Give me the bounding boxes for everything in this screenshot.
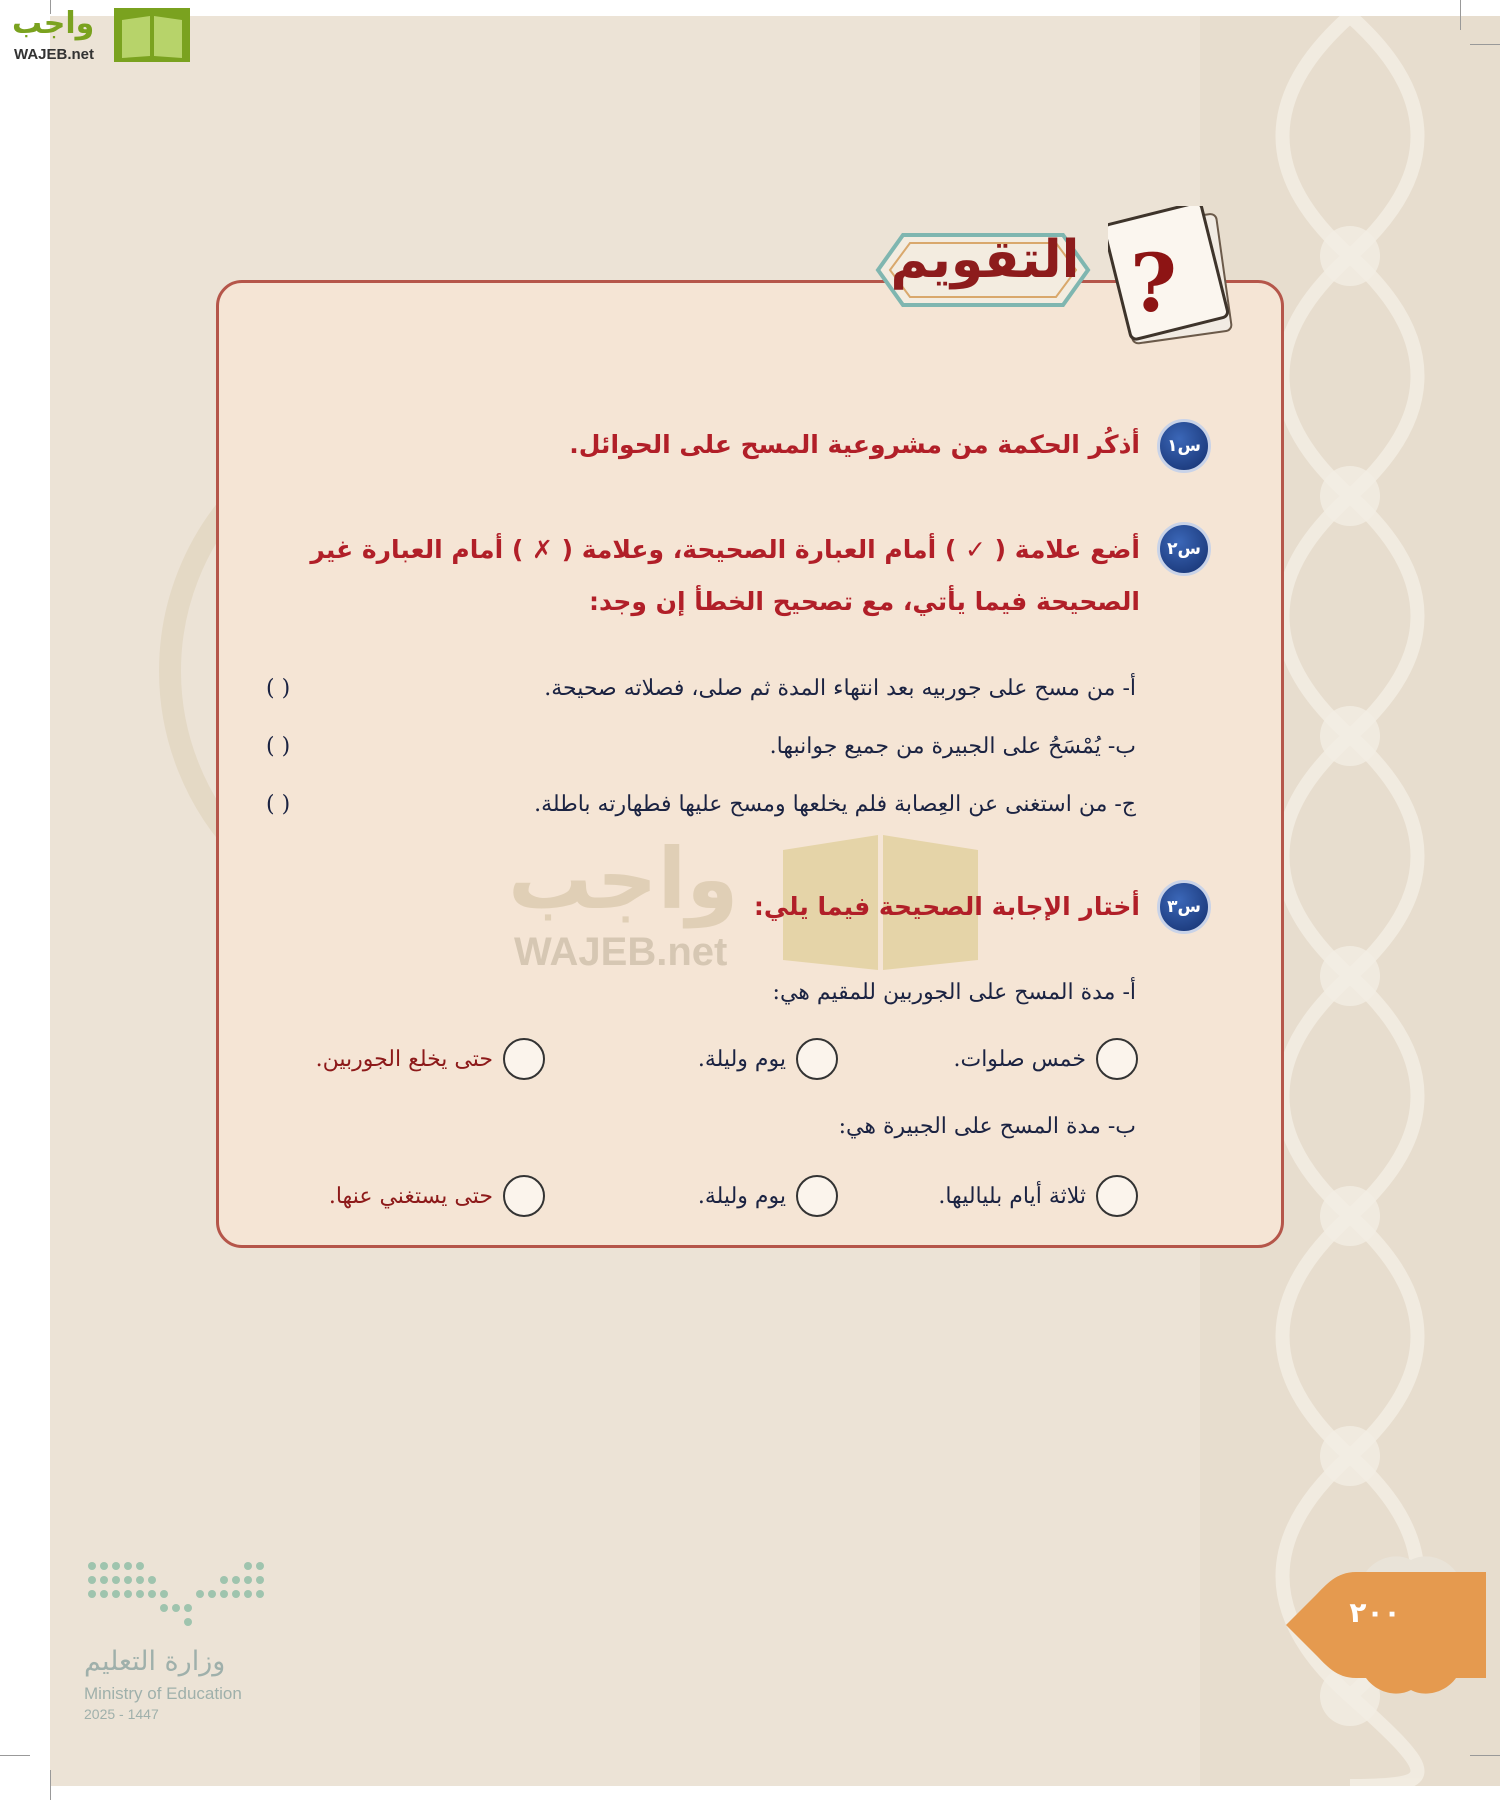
q3b-prompt: ب- مدة المسح على الجبيرة هي: (838, 1114, 1136, 1139)
ministry-year: 2025 - 1447 (84, 1706, 159, 1722)
q2-item-c: ج- من استغنى عن العِصابة فلم يخلعها ومسح عليها فطهارته باطلة. (534, 792, 1136, 817)
q2-item-b: ب- يُمْسَحُ على الجبيرة من جميع جوانبها. (769, 734, 1136, 759)
radio-circle-icon[interactable] (503, 1038, 545, 1080)
radio-circle-icon[interactable] (503, 1175, 545, 1217)
q3a-prompt: أ- مدة المسح على الجوربين للمقيم هي: (772, 980, 1136, 1005)
radio-circle-icon[interactable] (796, 1038, 838, 1080)
q3a-option-2-label: يوم وليلة. (697, 1046, 786, 1072)
q1-text: أذكُر الحكمة من مشروعية المسح على الحوائل. (569, 430, 1140, 459)
radio-circle-icon[interactable] (796, 1175, 838, 1217)
radio-circle-icon[interactable] (1096, 1175, 1138, 1217)
q3-badge: س٣ (1157, 880, 1211, 934)
q3-text: أختار الإجابة الصحيحة فيما يلي: (753, 892, 1140, 921)
radio-circle-icon[interactable] (1096, 1038, 1138, 1080)
ministry-logo (84, 1556, 274, 1726)
q3b-option-1[interactable] (938, 1175, 1138, 1217)
q2-answer-box-b[interactable]: ( ) (266, 734, 291, 759)
q3a-option-1[interactable] (953, 1038, 1138, 1080)
ministry-name-ar: وزارة التعليم (84, 1646, 226, 1677)
ministry-name-en: Ministry of Education (84, 1684, 242, 1703)
crop-mark (0, 1755, 30, 1756)
watermark-text-ar: واجب (508, 830, 739, 928)
q2-item-a: أ- من مسح على جوربيه بعد انتهاء المدة ثم صلى، فصلاته صحيحة. (544, 676, 1136, 701)
q3a-option-2[interactable] (698, 1038, 838, 1080)
question-mark-icon: ? (1130, 236, 1177, 330)
q3a-option-1-label: خمس صلوات. (953, 1046, 1086, 1072)
section-title: التقويم (890, 230, 1080, 290)
crop-mark (50, 1770, 51, 1800)
q3a-option-3-label: حتى يخلع الجوربين. (315, 1046, 493, 1072)
logo-text-ar: واجب (12, 6, 95, 41)
q2-badge: س٢ (1157, 522, 1211, 576)
q3a-option-3[interactable] (316, 1038, 545, 1080)
book-icon (114, 8, 190, 62)
q3b-option-2[interactable] (698, 1175, 838, 1217)
crop-mark (1470, 1755, 1500, 1756)
q3b-option-3-label: حتى يستغني عنها. (328, 1183, 493, 1209)
crop-mark (1470, 44, 1500, 45)
q3b-option-3[interactable] (329, 1175, 545, 1217)
watermark-text-en: WAJEB.net (514, 930, 728, 974)
crop-mark (1460, 0, 1461, 30)
logo-text-en: WAJEB.net (14, 46, 95, 63)
q2-answer-box-c[interactable]: ( ) (266, 792, 291, 817)
q2-answer-box-a[interactable]: ( ) (266, 676, 291, 701)
wajeb-logo[interactable] (8, 4, 190, 64)
page-number: ٢٠٠ (1349, 1596, 1401, 1629)
evaluation-card (216, 280, 1284, 1248)
q3b-option-1-label: ثلاثة أيام بلياليها. (938, 1183, 1086, 1209)
ministry-dots-icon (84, 1556, 274, 1636)
q1-badge: س١ (1157, 419, 1211, 473)
q2-text: أضع علامة ( ✓ ) أمام العبارة الصحيحة، وعلامة ( ✗ ) أمام العبارة غير الصحيحة فيما يأتي، مع تصحيح الخطأ إن وجد: (310, 535, 1140, 616)
q3b-option-2-label: يوم وليلة. (697, 1183, 786, 1209)
